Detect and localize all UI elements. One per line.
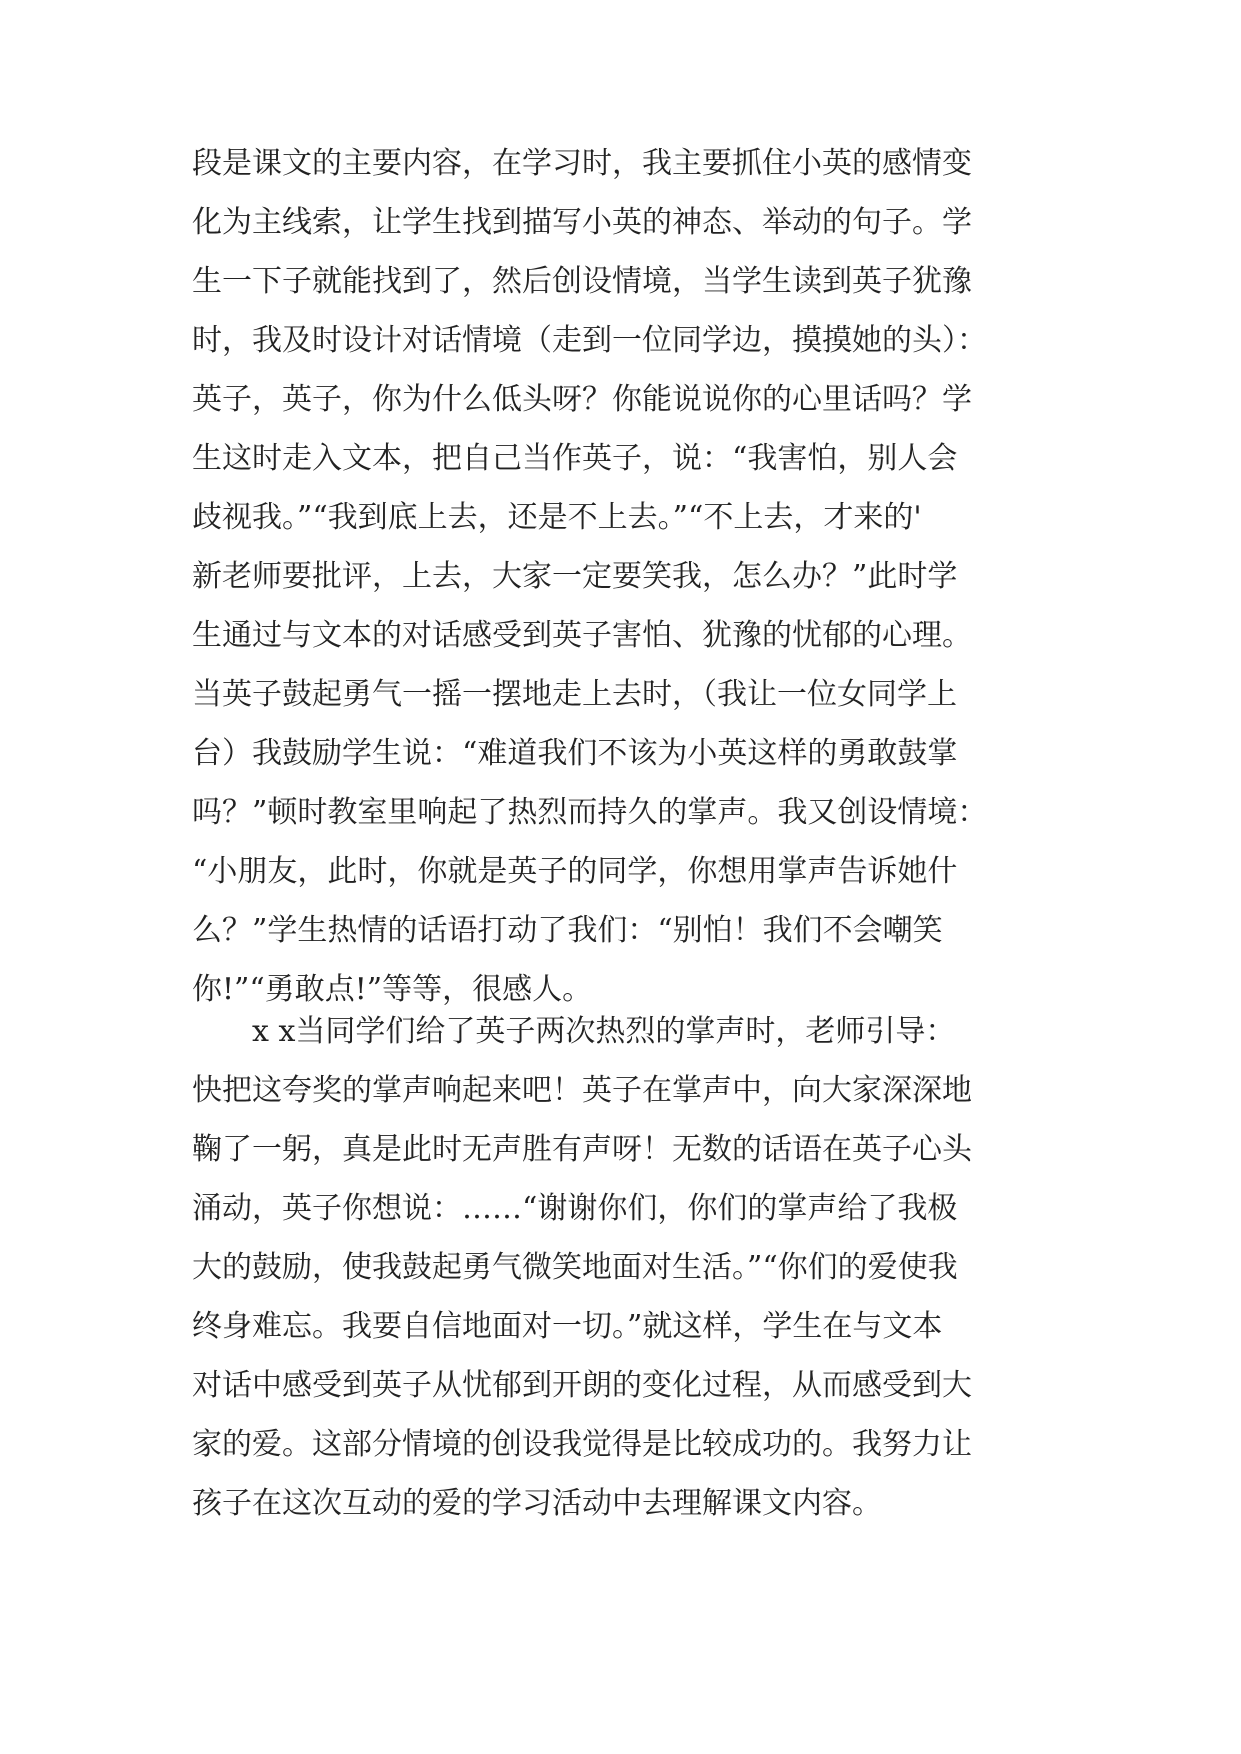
text-line: 英子，英子，你为什么低头呀？你能说说你的心里话吗？学: [192, 382, 972, 417]
text-line: 终身难忘。我要自信地面对一切。”就这样，学生在与文本: [192, 1309, 943, 1344]
text-line: x x当同学们给了英子两次热烈的掌声时，老师引导：: [192, 1014, 956, 1049]
text-line: 台）我鼓励学生说：“难道我们不该为小英这样的勇敢鼓掌: [192, 736, 958, 771]
text-line: 鞠了一躬，真是此时无声胜有声呀！无数的话语在英子心头: [192, 1132, 972, 1167]
text-line: 生这时走入文本，把自己当作英子，说：“我害怕，别人会: [192, 441, 958, 476]
text-line: 化为主线索，让学生找到描写小英的神态、举动的句子。学: [192, 205, 972, 240]
text-line: 时，我及时设计对话情境（走到一位同学边，摸摸她的头）：: [192, 323, 987, 358]
text-line: 么？”学生热情的话语打动了我们：“别怕！我们不会嘲笑: [192, 913, 943, 948]
text-line: “小朋友，此时，你就是英子的同学，你想用掌声告诉她什: [192, 854, 958, 889]
text-line: 你!”“勇敢点!”等等，很感人。: [192, 972, 593, 1007]
text-line: 生通过与文本的对话感受到英子害怕、犹豫的忧郁的心理。: [192, 618, 972, 653]
text-line: 吗？”顿时教室里响起了热烈而持久的掌声。我又创设情境：: [192, 795, 988, 830]
text-line: 生一下子就能找到了，然后创设情境，当学生读到英子犹豫: [192, 264, 972, 299]
text-line: 段是课文的主要内容，在学习时，我主要抓住小英的感情变: [192, 146, 972, 181]
text-line: 孩子在这次互动的爱的学习活动中去理解课文内容。: [192, 1486, 882, 1521]
text-line: 家的爱。这部分情境的创设我觉得是比较成功的。我努力让: [192, 1427, 972, 1462]
text-line: 歧视我。”“我到底上去，还是不上去。”“不上去，才来的': [192, 500, 922, 535]
text-line: 快把这夸奖的掌声响起来吧！英子在掌声中，向大家深深地: [192, 1073, 972, 1108]
text-line: 涌动，英子你想说：……“谢谢你们，你们的掌声给了我极: [192, 1191, 958, 1226]
text-line: 大的鼓励，使我鼓起勇气微笑地面对生活。”“你们的爱使我: [192, 1250, 958, 1285]
text-line: 对话中感受到英子从忧郁到开朗的变化过程，从而感受到大: [192, 1368, 972, 1403]
text-line: 新老师要批评，上去，大家一定要笑我，怎么办？”此时学: [192, 559, 958, 594]
paragraph-1: [192, 134, 1072, 1019]
paragraph-2: [192, 1002, 1072, 1533]
text-line: 当英子鼓起勇气一摇一摆地走上去时，（我让一位女同学上: [192, 677, 957, 712]
